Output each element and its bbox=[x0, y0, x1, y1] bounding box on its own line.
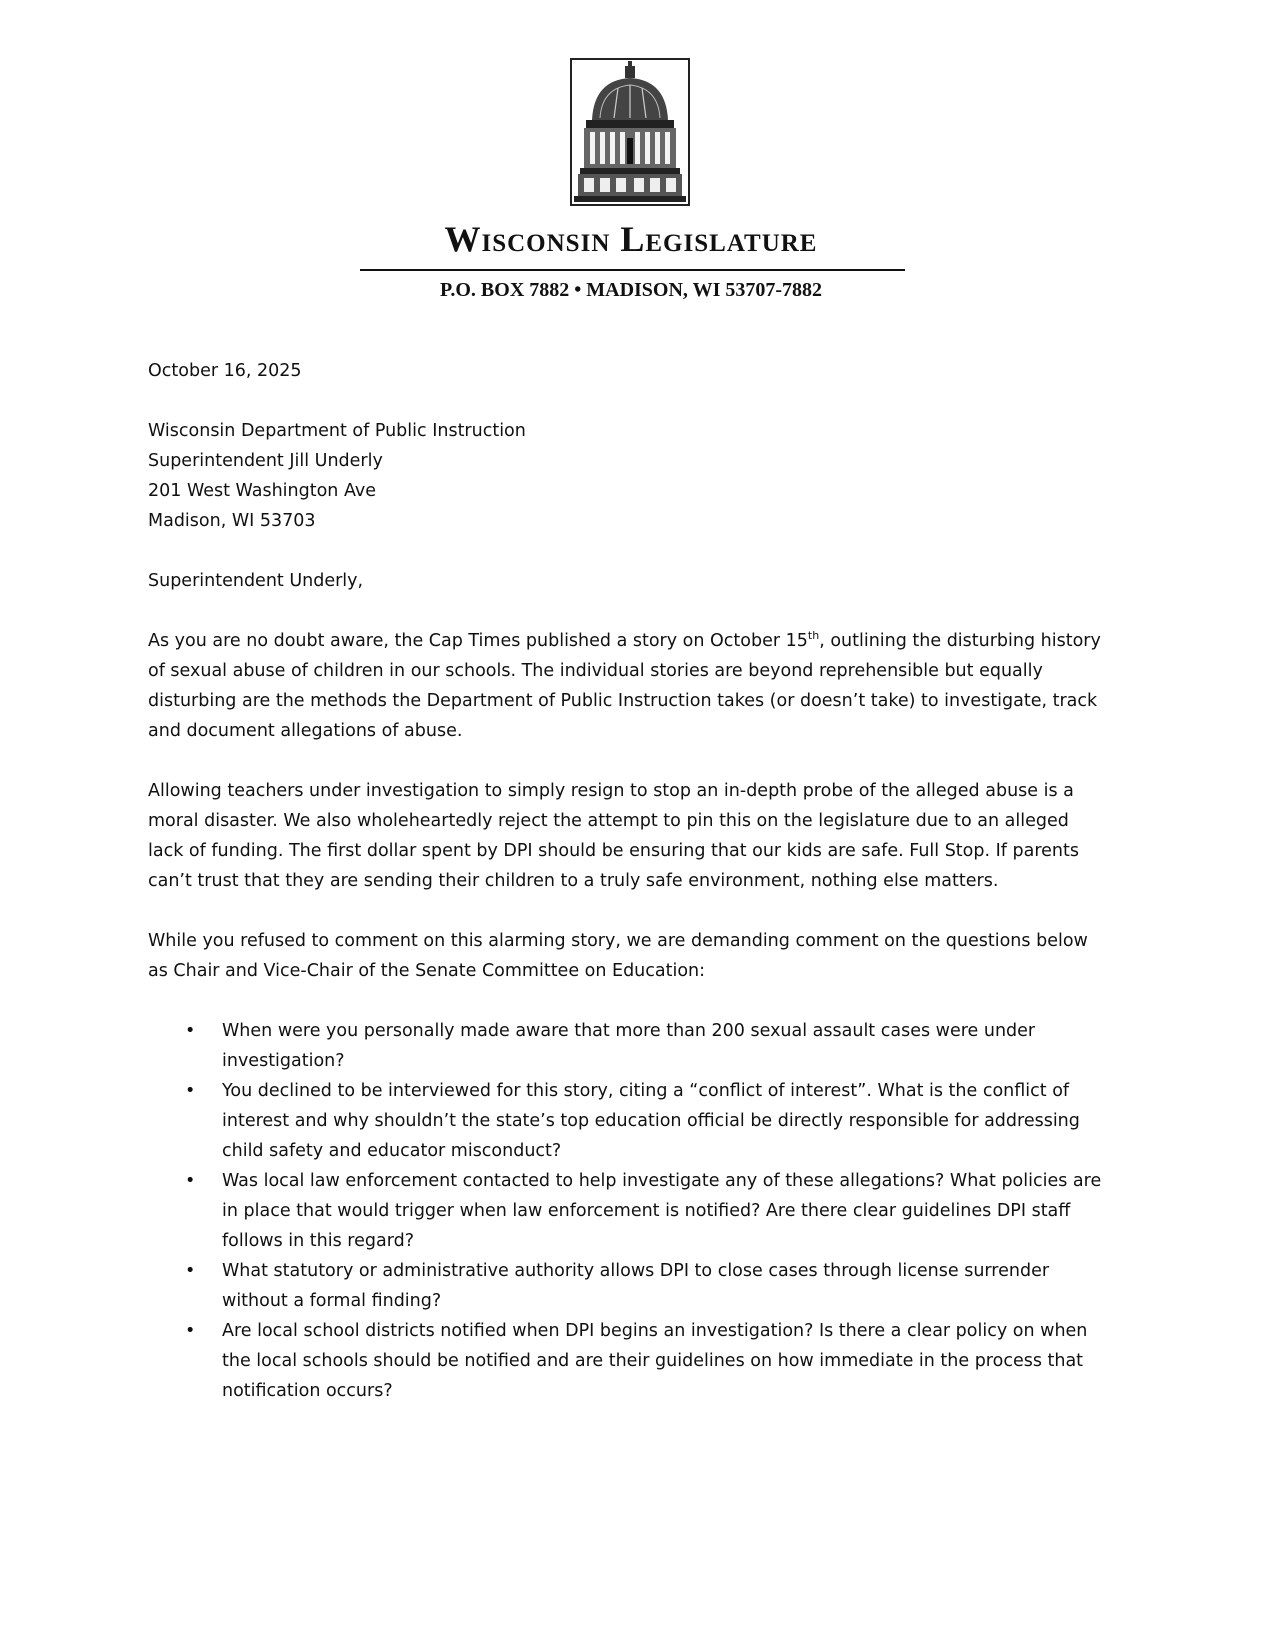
list-item bbox=[148, 1076, 1108, 1166]
paragraph-1-text-a: As you are no doubt aware, the Cap Times published a story on October 15 bbox=[148, 631, 808, 651]
question-text: Are local school districts notified when DPI begins an investigation? Is there a clear policy on when the local schools should be notified and are their guidelines on how immediate in the process that notification occurs? bbox=[222, 1321, 1088, 1401]
organization-address: P.O. BOX 7882 • MADISON, WI 53707-7882 bbox=[439, 279, 823, 301]
letter-body bbox=[148, 356, 1108, 1406]
questions-list bbox=[148, 1016, 1108, 1406]
recipient-line: Madison, WI 53703 bbox=[148, 511, 316, 531]
spacer bbox=[148, 536, 1108, 566]
bullet-icon: • bbox=[185, 1021, 196, 1041]
spacer bbox=[148, 386, 1108, 416]
letter-date: October 16, 2025 bbox=[148, 361, 302, 381]
capitol-dome-icon bbox=[570, 58, 690, 206]
recipient-line: 201 West Washington Ave bbox=[148, 481, 377, 501]
recipient-line: Wisconsin Department of Public Instruction bbox=[148, 421, 526, 441]
list-item bbox=[148, 1316, 1108, 1406]
bullet-icon: • bbox=[185, 1261, 196, 1281]
bullet-icon: • bbox=[185, 1321, 196, 1341]
bullet-icon: • bbox=[185, 1081, 196, 1101]
spacer bbox=[148, 896, 1108, 926]
recipient-line: Superintendent Jill Underly bbox=[148, 451, 383, 471]
spacer bbox=[148, 746, 1108, 776]
question-text: When were you personally made aware that more than 200 sexual assault cases were under investigation? bbox=[222, 1021, 1036, 1071]
paragraph-3: While you refused to comment on this alarming story, we are demanding comment on the questions below as Chair and Vice-Chair of the Senate Committee on Education: bbox=[148, 931, 1088, 981]
list-item bbox=[148, 1256, 1108, 1316]
recipient-address bbox=[148, 416, 1108, 536]
letterhead bbox=[0, 0, 1265, 320]
question-text: Was local law enforcement contacted to help investigate any of these allegations? What policies are in place that would trigger when law enforcement is notified? Are there clear guidelines DPI staff follows in this regard? bbox=[222, 1171, 1102, 1251]
question-text: What statutory or administrative authority allows DPI to close cases through license surrender without a formal finding? bbox=[222, 1261, 1050, 1311]
question-text: You declined to be interviewed for this story, citing a “conflict of interest”. What is the conflict of interest and why shouldn’t the state’s top education official be directly responsible for addressing child safety and educator misconduct? bbox=[222, 1081, 1080, 1161]
spacer bbox=[148, 986, 1108, 1016]
list-item bbox=[148, 1166, 1108, 1256]
paragraph-1-text-b: , outlining the disturbing history of sexual abuse of children in our schools. The individual stories are beyond reprehensible but equally disturbing are the methods the Department of Public Instruction takes (or doesn’t take) to investigate, track and document allegations of abuse. bbox=[148, 631, 1101, 741]
bullet-icon: • bbox=[185, 1171, 196, 1191]
paragraph-1 bbox=[148, 626, 1108, 746]
list-item bbox=[148, 1016, 1108, 1076]
paragraph-2: Allowing teachers under investigation to simply resign to stop an in-depth probe of the alleged abuse is a moral disaster. We also wholeheartedly reject the attempt to pin this on the legislature due to an alleged lack of funding. The first dollar spent by DPI should be ensuring that our kids are safe. Full Stop. If parents can’t trust that they are sending their children to a truly safe environment, nothing else matters. bbox=[148, 781, 1079, 891]
organization-name: Wisconsin Legislature bbox=[444, 219, 818, 259]
letterhead-divider bbox=[360, 269, 905, 271]
spacer bbox=[148, 596, 1108, 626]
salutation: Superintendent Underly, bbox=[148, 571, 364, 591]
ordinal-suffix: th bbox=[807, 629, 820, 643]
